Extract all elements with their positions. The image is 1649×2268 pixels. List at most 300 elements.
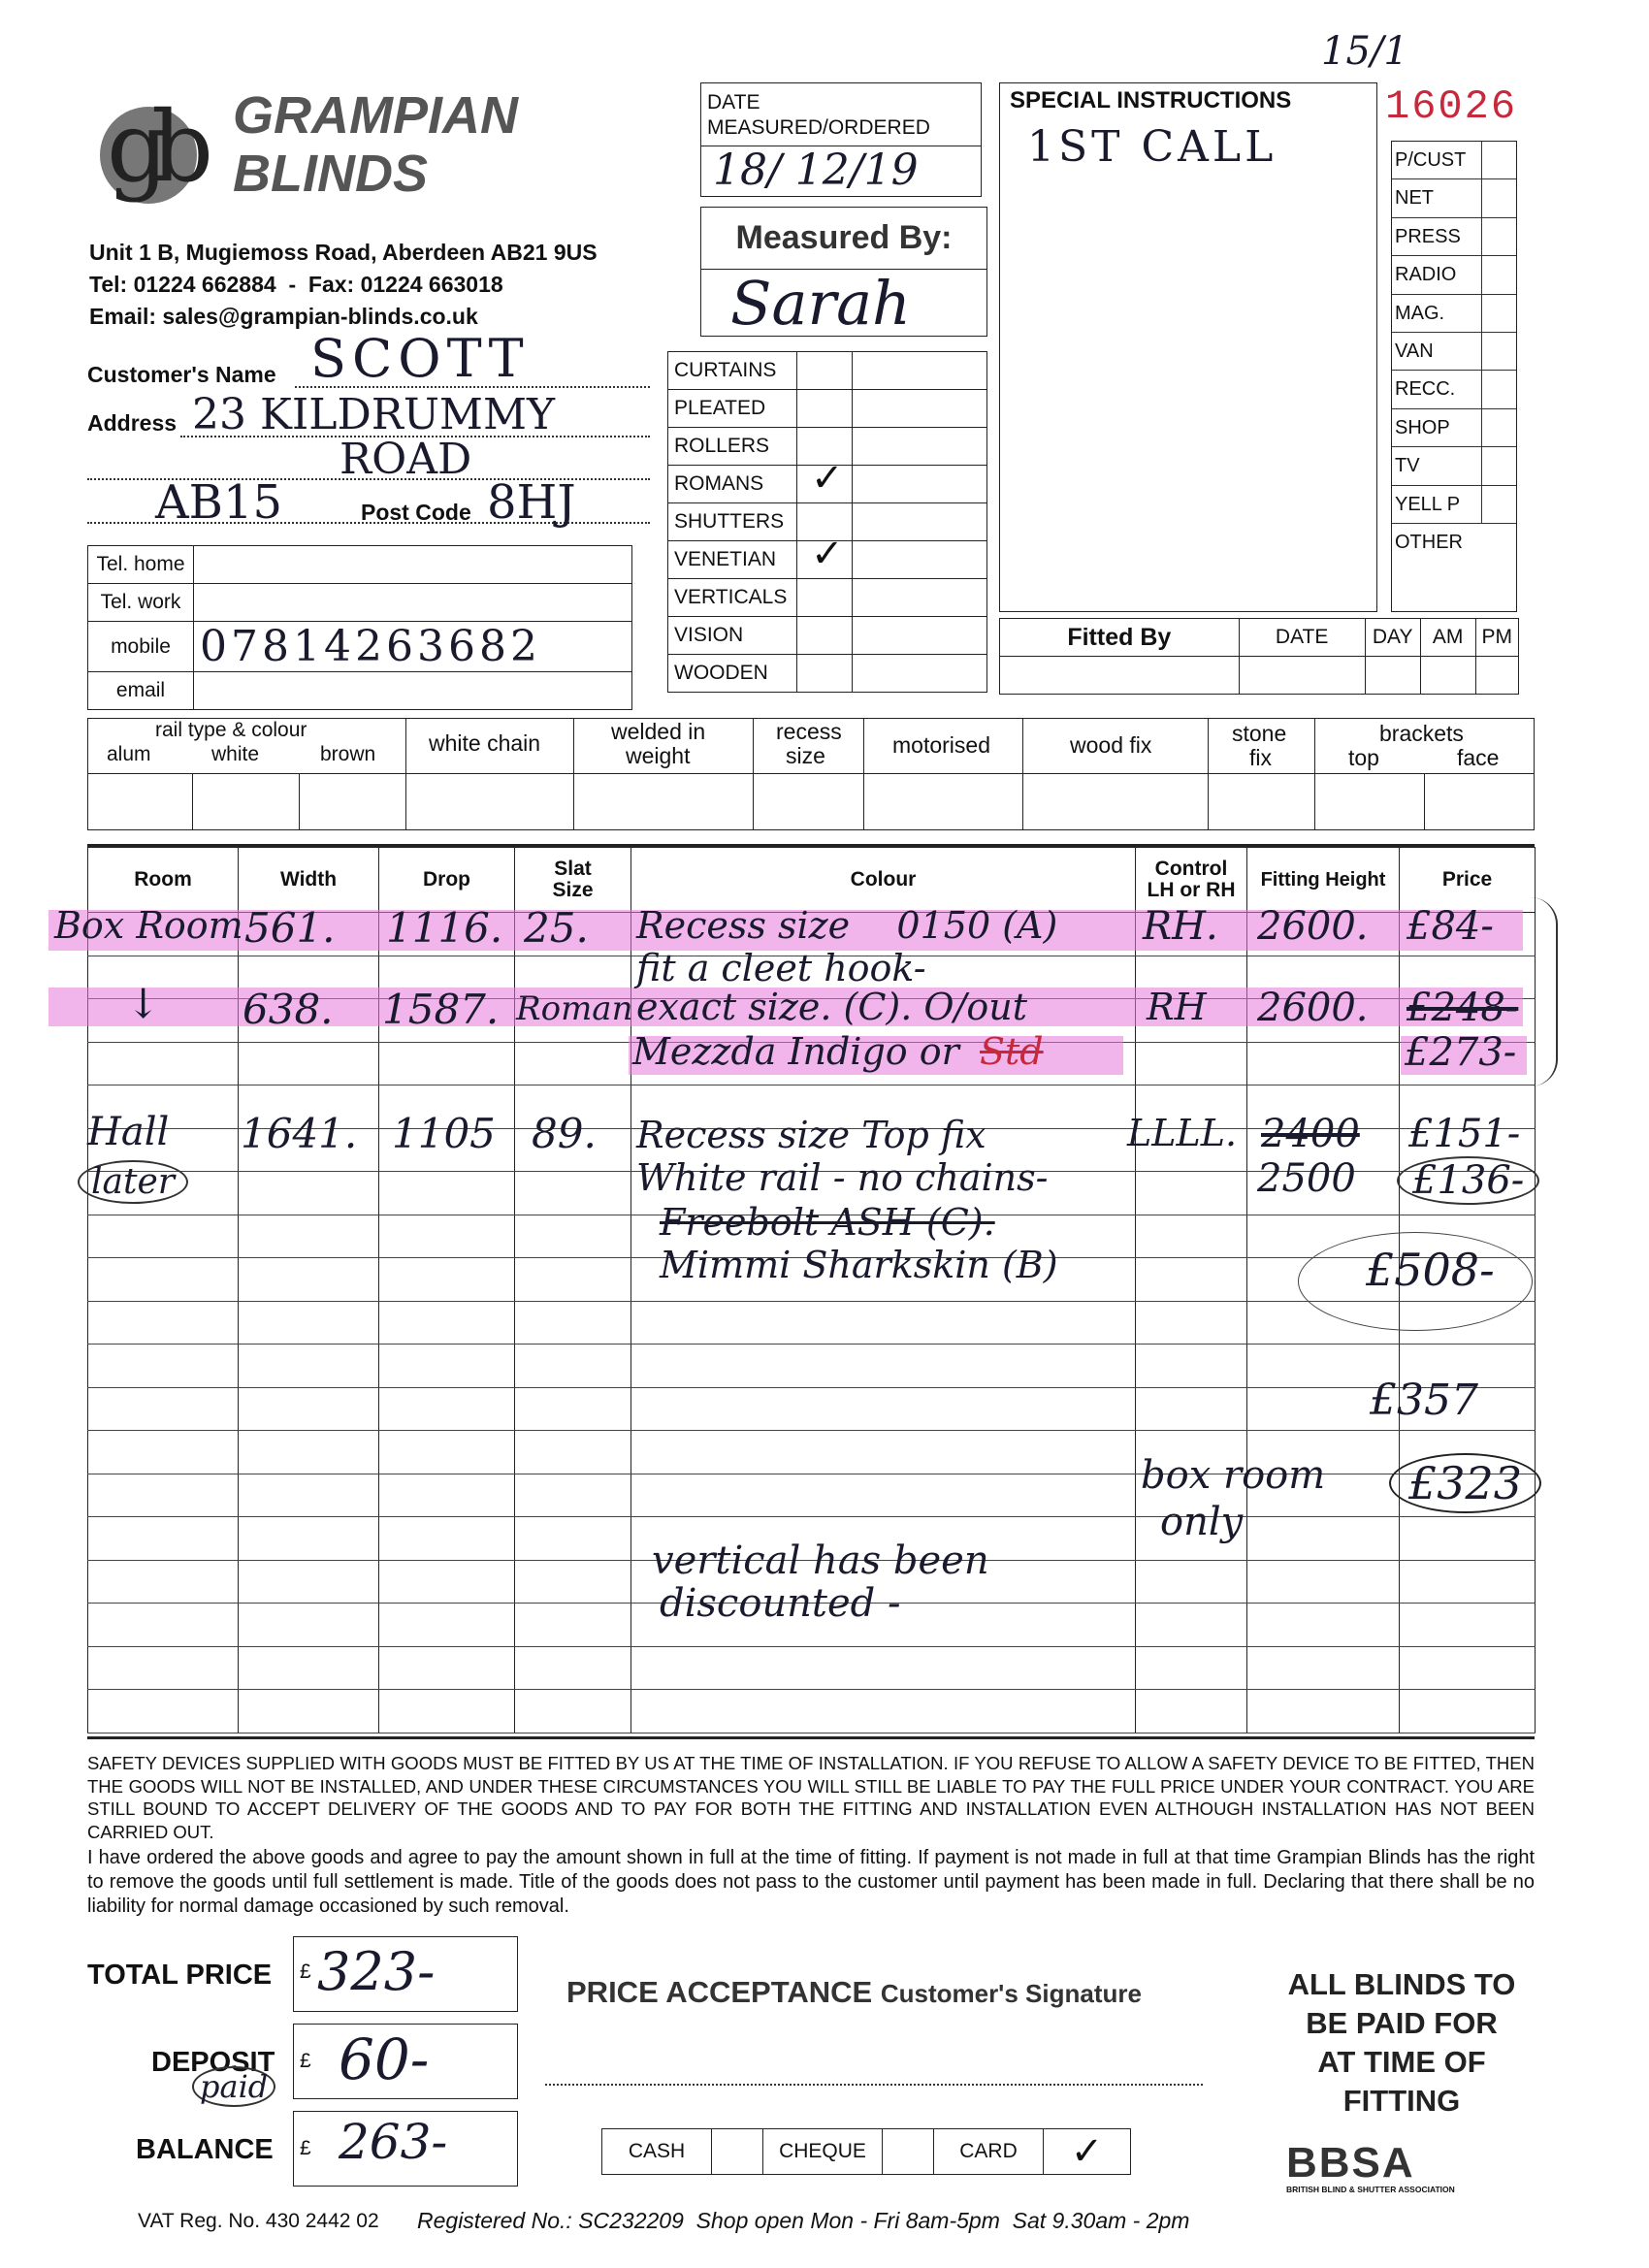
source-checkbox[interactable] (1481, 179, 1516, 216)
col-control (1136, 848, 1247, 913)
table-cell[interactable] (515, 1215, 631, 1258)
blind-type-checkbox[interactable] (797, 617, 853, 655)
blind-type-label: VERTICALS (668, 579, 797, 617)
col-price: Price (1400, 848, 1536, 913)
table-row (88, 1387, 1536, 1431)
r6-width: 1641. (241, 1110, 358, 1157)
blind-type-checkbox[interactable] (797, 457, 853, 503)
blind-type-notes[interactable] (853, 352, 987, 390)
blind-type-row (668, 617, 987, 655)
table-cell[interactable] (1136, 1172, 1247, 1215)
r1-slat: 25. (524, 904, 589, 952)
table-cell[interactable] (239, 1690, 379, 1733)
table-cell[interactable] (88, 1345, 239, 1388)
table-cell[interactable] (379, 1301, 515, 1345)
table-cell[interactable] (1136, 1560, 1247, 1604)
company-email: Email: sales@grampian-blinds.co.uk (89, 304, 478, 329)
fitted-day-label: DAY (1365, 619, 1420, 657)
special-instructions-box (999, 82, 1377, 612)
address-line-3: AB15 (155, 475, 283, 530)
table-cell[interactable] (239, 1301, 379, 1345)
check-mark-icon: ✓ (811, 457, 844, 500)
table-cell[interactable] (631, 1474, 1136, 1517)
fitted-by-label: Fitted By (1000, 619, 1240, 657)
blind-type-row (668, 541, 987, 579)
table-row (88, 1690, 1536, 1733)
table-cell[interactable] (515, 1172, 631, 1215)
col-control-2: LH or RH (1147, 879, 1236, 901)
table-cell[interactable] (239, 1431, 379, 1474)
blind-type-label: VENETIAN (668, 541, 797, 579)
table-cell[interactable] (379, 1431, 515, 1474)
table-cell[interactable] (88, 1258, 239, 1302)
total-price-box (293, 1936, 518, 2012)
customer-name-label: Customer's Name (87, 362, 276, 387)
deposit-note: paid (192, 2066, 275, 2107)
address-label: Address (87, 410, 178, 436)
r6-colour: Recess size Top fix (636, 1114, 986, 1156)
table-cell[interactable] (515, 1301, 631, 1345)
opt-stone-1: stone (1232, 721, 1287, 746)
table-cell[interactable] (379, 1387, 515, 1431)
table-cell[interactable] (1136, 1042, 1247, 1085)
balance-label: BALANCE (136, 2134, 274, 2165)
r16-colour: discounted - (660, 1581, 901, 1626)
notice-line-1: ALL BLINDS TO (1287, 1967, 1516, 2001)
table-cell[interactable] (88, 1560, 239, 1604)
blind-type-notes[interactable] (853, 655, 987, 693)
r1-price: £84- (1406, 904, 1494, 949)
r7-price: £136- (1397, 1156, 1539, 1205)
col-slat-1: Slat (554, 858, 592, 880)
table-cell[interactable] (379, 1172, 515, 1215)
source-checkbox[interactable] (1481, 486, 1516, 523)
email-label: email (88, 672, 194, 710)
r6-slat: 89. (532, 1110, 597, 1157)
deposit-value: 60- (339, 2026, 430, 2092)
opt-brown: brown (320, 743, 376, 765)
source-label: RADIO (1395, 264, 1457, 286)
email-value[interactable] (194, 672, 632, 710)
col-colour: Colour (631, 848, 1136, 913)
source-label: RECC. (1395, 378, 1456, 401)
source-label: YELL P (1395, 493, 1461, 515)
source-item[interactable] (1392, 142, 1516, 179)
cash-checkbox[interactable] (712, 2129, 763, 2175)
measured-by-label: Measured By: (735, 219, 953, 256)
source-checkbox[interactable] (1481, 371, 1516, 407)
vat-number: VAT Reg. No. 430 2442 02 (138, 2210, 379, 2232)
table-cell[interactable] (631, 1690, 1136, 1733)
blind-type-row (668, 655, 987, 693)
r4-strike: Std (980, 1030, 1044, 1073)
blind-types-table (667, 351, 987, 693)
date-box (700, 82, 982, 197)
mobile-number: 07814263682 (200, 622, 541, 671)
table-cell[interactable] (239, 1604, 379, 1647)
table-cell[interactable] (515, 1474, 631, 1517)
total-price-value: 323- (317, 1941, 436, 2002)
blind-type-checkbox[interactable] (797, 655, 853, 693)
source-checkbox[interactable] (1481, 447, 1516, 484)
signature-line[interactable] (545, 2084, 1203, 2086)
opt-welded-2: weight (626, 743, 691, 768)
table-cell[interactable] (239, 1042, 379, 1085)
table-cell[interactable] (239, 1646, 379, 1690)
balance-box (293, 2111, 518, 2187)
tel-home-value[interactable] (194, 546, 632, 584)
fitted-date-value[interactable] (1239, 657, 1365, 695)
table-cell[interactable] (88, 1042, 239, 1085)
r2-colour: fit a cleet hook- (636, 947, 926, 989)
source-label: VAN (1395, 340, 1434, 362)
source-label: PRESS (1395, 225, 1461, 247)
table-cell[interactable] (379, 1474, 515, 1517)
blind-type-checkbox[interactable] (797, 352, 853, 390)
table-cell[interactable] (379, 1215, 515, 1258)
col-fitting-height: Fitting Height (1247, 848, 1400, 913)
r3-slat: Roman (516, 989, 633, 1028)
source-checkbox[interactable] (1481, 142, 1516, 178)
balance-value: 263- (339, 2114, 448, 2170)
source-item[interactable] (1392, 179, 1516, 217)
table-cell[interactable] (515, 1646, 631, 1690)
table-cell[interactable] (1400, 1646, 1536, 1690)
table-cell[interactable] (1136, 1387, 1247, 1431)
fitted-date-label: DATE (1239, 619, 1365, 657)
table-cell[interactable] (515, 1604, 631, 1647)
deposit-currency: £ (300, 2050, 311, 2072)
special-instructions-label: SPECIAL INSTRUCTIONS (1010, 87, 1292, 113)
table-cell[interactable] (515, 1258, 631, 1302)
opt-top: top (1348, 745, 1379, 770)
opt-face: face (1457, 745, 1500, 770)
table-cell[interactable] (239, 1474, 379, 1517)
r3-drop: 1587. (382, 986, 500, 1033)
corner-note: 15/1 (1321, 29, 1408, 74)
r1-width: 561. (244, 904, 336, 952)
table-cell[interactable] (239, 1560, 379, 1604)
tel-work-label: Tel. work (88, 584, 194, 622)
postcode-label: Post Code (361, 500, 471, 525)
r6-drop: 1105 (392, 1110, 496, 1157)
address-line-2: ROAD (340, 435, 472, 484)
cheque-label: CHEQUE (763, 2129, 883, 2175)
blind-type-label: WOODEN (668, 655, 797, 693)
table-cell[interactable] (379, 1042, 515, 1085)
table-cell[interactable] (1247, 1560, 1400, 1604)
blind-type-notes[interactable] (853, 428, 987, 466)
table-cell[interactable] (239, 1258, 379, 1302)
source-label: SHOP (1395, 416, 1450, 438)
r9-colour: Mimmi Sharkskin (B) (660, 1244, 1058, 1286)
payment-terms: I have ordered the above goods and agree to pay the amount shown in full at the time of fitting. If payment is not made in full at that time Grampian Blinds has the right to remove the goods until full settlement is made. Title of the goods does not pass to the customer until payment has been made in full. Declaring that there shall be no liability for normal damage occasioned by such removal. (87, 1847, 1535, 1917)
r7-height: 2500 (1257, 1156, 1356, 1201)
table-cell[interactable] (1400, 1690, 1536, 1733)
source-item[interactable] (1392, 409, 1516, 447)
opt-alum: alum (107, 743, 151, 765)
deposit-box (293, 2024, 518, 2099)
table-cell[interactable] (88, 1474, 239, 1517)
table-cell[interactable] (631, 1345, 1136, 1388)
table-cell[interactable] (379, 1560, 515, 1604)
table-cell[interactable] (379, 1517, 515, 1561)
card-label: CARD (934, 2129, 1044, 2175)
fitted-pm-value[interactable] (1475, 657, 1519, 695)
fitted-by-table (999, 618, 1519, 695)
table-cell[interactable] (1247, 1690, 1400, 1733)
table-cell[interactable] (88, 1517, 239, 1561)
deposit-label: DEPOSIT (151, 2047, 275, 2078)
blind-type-checkbox[interactable] (797, 579, 853, 617)
blind-type-label: SHUTTERS (668, 503, 797, 541)
source-checkbox[interactable] (1481, 409, 1516, 446)
blind-type-label: ROMANS (668, 466, 797, 503)
blind-type-row (668, 390, 987, 428)
r1-room: Box Room (54, 904, 243, 947)
table-cell[interactable] (515, 1690, 631, 1733)
table-cell[interactable] (1136, 1604, 1247, 1647)
r4-colour: Mezzda Indigo or (632, 1030, 959, 1073)
company-address: Unit 1 B, Mugiemoss Road, Aberdeen AB21 9US (89, 240, 598, 265)
blind-type-label: CURTAINS (668, 352, 797, 390)
fitted-day-value[interactable] (1365, 657, 1420, 695)
source-item[interactable] (1392, 333, 1516, 371)
table-cell[interactable] (239, 1345, 379, 1388)
table-cell[interactable] (631, 1301, 1136, 1345)
table-cell[interactable] (1136, 1258, 1247, 1302)
table-cell[interactable] (239, 1387, 379, 1431)
col-drop: Drop (379, 848, 515, 913)
postcode-value: 8HJ (487, 475, 576, 530)
table-cell[interactable] (88, 1387, 239, 1431)
r1-control: RH. (1143, 904, 1218, 949)
opt-white-chain: white chain (429, 730, 541, 756)
table-cell[interactable] (1136, 1646, 1247, 1690)
blind-type-row (668, 466, 987, 503)
table-cell[interactable] (631, 1387, 1136, 1431)
payment-method-table (601, 2128, 1131, 2175)
source-item[interactable] (1392, 524, 1516, 562)
source-label: OTHER (1395, 532, 1463, 553)
blind-type-notes[interactable] (853, 390, 987, 428)
table-cell[interactable] (1247, 1604, 1400, 1647)
opt-welded-1: welded in (611, 719, 706, 744)
blind-type-notes[interactable] (853, 579, 987, 617)
notice-line-3: AT TIME OF (1317, 2045, 1486, 2079)
opt-recess-1: recess (776, 719, 842, 744)
source-item[interactable] (1392, 256, 1516, 294)
table-cell[interactable] (239, 1517, 379, 1561)
source-label: TV (1395, 455, 1420, 477)
blind-type-notes[interactable] (853, 541, 987, 579)
opt-white: white (211, 743, 260, 765)
total-currency: £ (300, 1960, 311, 1983)
measured-by-box (700, 207, 987, 337)
company-logo (85, 82, 231, 209)
total-price-label: TOTAL PRICE (87, 1960, 273, 1991)
r6-room: Hall (87, 1110, 170, 1154)
customer-name: SCOTT (310, 328, 530, 389)
table-cell[interactable] (1247, 1646, 1400, 1690)
table-cell[interactable] (1400, 1560, 1536, 1604)
r13-price: £323 (1389, 1453, 1541, 1513)
measured-by-value: Sarah (730, 268, 911, 339)
r8-colour: Freebolt ASH (C). (660, 1201, 995, 1244)
table-cell[interactable] (88, 1215, 239, 1258)
card-checkbox[interactable]: ✓ (1044, 2129, 1131, 2175)
source-list (1391, 141, 1517, 612)
table-cell[interactable] (1400, 1604, 1536, 1647)
source-item[interactable] (1392, 218, 1516, 256)
special-instructions-value: 1ST CALL (1027, 122, 1277, 172)
table-cell[interactable] (88, 1301, 239, 1345)
bbsa-logo-text: BBSA (1286, 2139, 1415, 2187)
col-slat-2: Size (552, 879, 594, 901)
check-mark-icon: ✓ (811, 533, 844, 575)
table-cell[interactable] (515, 1387, 631, 1431)
tel-home-label: Tel. home (88, 546, 194, 584)
table-cell[interactable] (515, 1517, 631, 1561)
table-cell[interactable] (239, 1215, 379, 1258)
col-room: Room (88, 848, 239, 913)
r3-width: 638. (242, 986, 334, 1033)
order-number: 16026 (1385, 83, 1518, 130)
table-cell[interactable] (88, 1431, 239, 1474)
col-control-1: Control (1154, 858, 1228, 880)
tel-work-value[interactable] (194, 584, 632, 622)
registered-info: Registered No.: SC232209 Shop open Mon - Fri 8am-5pm Sat 9.30am - 2pm (417, 2208, 1190, 2233)
r11-price: £357 (1370, 1376, 1478, 1425)
blind-type-checkbox[interactable] (797, 533, 853, 579)
col-width: Width (239, 848, 379, 913)
r14-note: only (1160, 1500, 1244, 1544)
price-acceptance-text: PRICE ACCEPTANCE (566, 1975, 873, 2009)
fitted-am-value[interactable] (1420, 657, 1475, 695)
table-cell[interactable] (631, 1646, 1136, 1690)
table-cell[interactable] (1136, 1345, 1247, 1388)
r9-price: £508- (1366, 1244, 1495, 1296)
table-cell[interactable] (379, 1646, 515, 1690)
table-cell[interactable] (88, 1604, 239, 1647)
opt-stone-2: fix (1249, 745, 1272, 770)
table-cell[interactable] (379, 1345, 515, 1388)
r1-colour: Recess size 0150 (A) (636, 904, 1058, 947)
blind-type-label: PLEATED (668, 390, 797, 428)
source-item[interactable] (1392, 295, 1516, 333)
table-cell[interactable] (515, 1345, 631, 1388)
cheque-checkbox[interactable] (883, 2129, 934, 2175)
table-cell[interactable] (379, 1604, 515, 1647)
bbsa-logo (1286, 2139, 1513, 2194)
date-label: DATE (707, 91, 760, 113)
table-cell[interactable] (1136, 1215, 1247, 1258)
blind-type-row (668, 352, 987, 390)
r6-price: £151- (1408, 1112, 1521, 1156)
table-cell[interactable] (239, 1172, 379, 1215)
table-cell[interactable] (515, 1560, 631, 1604)
r9-circle (1298, 1232, 1533, 1331)
opt-rail: rail type & colour (155, 719, 307, 741)
r7-room: later (78, 1160, 188, 1204)
source-checkbox[interactable] (1481, 295, 1516, 332)
company-name-1: GRAMPIAN (233, 86, 518, 145)
table-cell[interactable] (515, 1042, 631, 1085)
date-label-2: MEASURED/ORDERED (707, 116, 930, 139)
table-cell[interactable] (631, 1431, 1136, 1474)
opt-wood-fix: wood fix (1070, 732, 1152, 758)
notice-line-4: FITTING (1342, 2084, 1461, 2118)
opt-recess-2: size (786, 743, 825, 768)
table-cell[interactable] (1247, 1042, 1400, 1085)
fitted-pm-label: PM (1475, 619, 1519, 657)
opt-motorised: motorised (892, 732, 990, 758)
fitted-am-label: AM (1420, 619, 1475, 657)
cash-label: CASH (602, 2129, 712, 2175)
table-cell[interactable] (1136, 1301, 1247, 1345)
r3-price: £248- (1406, 986, 1519, 1030)
mobile-value[interactable] (194, 622, 632, 672)
col-slat (515, 848, 631, 913)
source-label: MAG. (1395, 302, 1445, 324)
r1-drop: 1116. (386, 904, 503, 952)
table-cell[interactable] (88, 1690, 239, 1733)
payment-notice (1251, 1965, 1552, 2121)
r15-colour: vertical has been (652, 1539, 989, 1583)
blind-type-notes[interactable] (853, 617, 987, 655)
safety-terms: SAFETY DEVICES SUPPLIED WITH GOODS MUST BE FITTED BY US AT THE TIME OF INSTALLATION. IF YOU REFUSE TO ALLOW A SAFETY DEVICE TO BE FITTED, THEN THE GOODS WILL NOT BE INSTALLED, AND UNDER THESE CIRCUMSTANCES YOU WILL STILL BE LIABLE TO PAY THE FULL PRICE UNDER YOUR CONTRACT. YOU ARE STILL BOUND TO ACCEPT DELIVERY OF THE GOODS AND TO PAY FOR BOTH THE FITTING AND INSTALLATION EVEN ALTHOUGH INSTALLATION HAS NOT BEEN CARRIED OUT. (87, 1753, 1535, 1842)
table-cell[interactable] (379, 1690, 515, 1733)
signature-label: Customer's Signature (880, 1979, 1142, 2008)
table-cell[interactable] (1136, 1690, 1247, 1733)
blind-type-notes[interactable] (853, 466, 987, 503)
r13-note: box room (1141, 1453, 1326, 1498)
bbsa-logo-sub: BRITISH BLIND & SHUTTER ASSOCIATION (1286, 2185, 1455, 2194)
table-cell[interactable] (1247, 1517, 1400, 1561)
r3-height: 2600. (1257, 986, 1369, 1030)
r3-colour: exact size. (C). O/out (636, 986, 1027, 1028)
source-item[interactable] (1392, 486, 1516, 524)
source-checkbox[interactable] (1481, 218, 1516, 255)
opt-brackets: brackets (1379, 721, 1464, 746)
source-checkbox[interactable] (1481, 256, 1516, 293)
source-checkbox[interactable] (1481, 333, 1516, 370)
blind-type-row (668, 579, 987, 617)
blind-type-notes[interactable] (853, 503, 987, 541)
table-cell[interactable] (88, 1646, 239, 1690)
mobile-label: mobile (88, 622, 194, 672)
notice-line-2: BE PAID FOR (1306, 2006, 1498, 2040)
balance-currency: £ (300, 2137, 311, 2159)
source-item[interactable] (1392, 371, 1516, 408)
table-cell[interactable] (1400, 1517, 1536, 1561)
blind-type-label: ROLLERS (668, 428, 797, 466)
table-cell[interactable] (379, 1258, 515, 1302)
logo-text: gb (107, 90, 197, 204)
r6-height: 2400 (1261, 1112, 1360, 1156)
contact-table (87, 545, 632, 710)
company-name-2: BLINDS (233, 145, 428, 203)
table-cell[interactable] (515, 1431, 631, 1474)
r3-control: RH (1147, 986, 1207, 1028)
source-label: NET (1395, 187, 1434, 210)
fitted-by-value[interactable] (1000, 657, 1240, 695)
blind-type-checkbox[interactable] (797, 390, 853, 428)
r1-height: 2600. (1257, 904, 1369, 949)
source-item[interactable] (1392, 447, 1516, 485)
address-line-1: 23 KILDRUMMY (192, 390, 556, 439)
r4-price: £273- (1405, 1030, 1517, 1075)
